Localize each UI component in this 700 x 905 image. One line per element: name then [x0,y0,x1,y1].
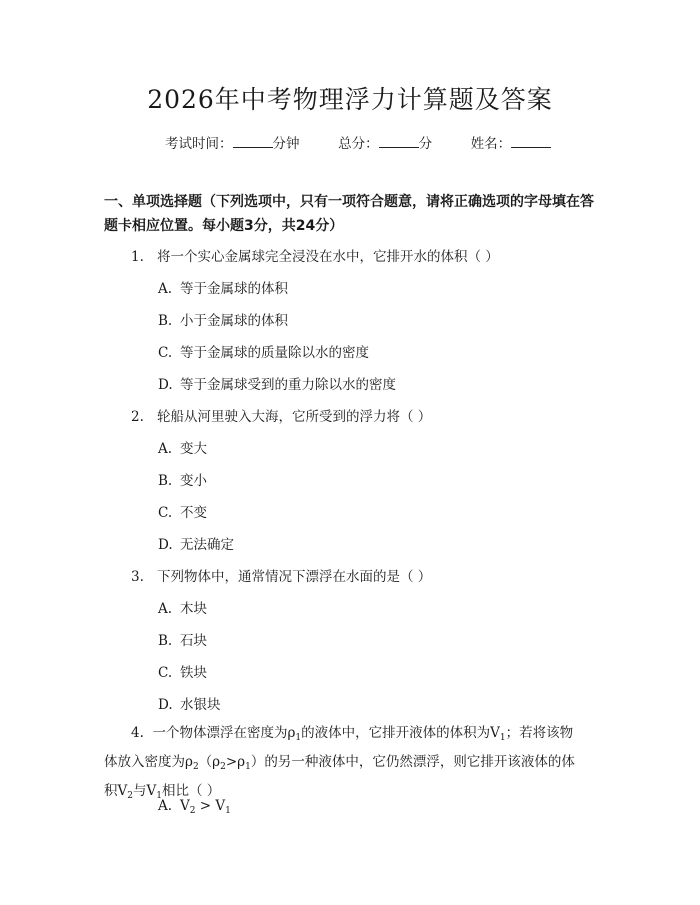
option-1c [158,341,369,361]
subscript: 1 [295,733,302,743]
page-title: 2026年中考物理浮力计算题及答案 [147,85,553,114]
question-text: 相比（ ） [161,783,221,799]
question-text: 将一个实心金属球完全浸没在水中，它排开水的体积（ ） [157,249,499,265]
time-blank [233,135,273,148]
option-letter: C. [158,345,173,361]
option-2a [158,437,207,457]
option-3c [158,661,207,681]
subscript: 2 [127,791,133,801]
option-text: 变小 [180,473,207,489]
question-number: 4. [131,725,144,741]
name-blank [511,135,551,148]
option-3d [158,693,221,713]
option-1b [158,309,288,329]
subscript: 1 [499,733,506,743]
question-text: 下列物体中，通常情况下漂浮在水面的是（ ） [157,569,432,585]
option-letter: D. [158,697,173,713]
option-text: 小于金属球的体积 [180,313,288,329]
time-label: 考试时间： [165,136,233,152]
subscript: 1 [225,806,231,816]
option-3a [158,597,207,617]
option-text: 等于金属球的体积 [180,281,288,297]
score-label: 总分： [338,136,379,152]
option-letter: B. [158,473,173,489]
score-unit: 分 [418,136,433,152]
exam-meta [165,132,551,152]
option-letter: B. [158,313,173,329]
question-text: 与V [132,783,157,799]
option-text: 等于金属球的质量除以水的密度 [180,345,369,361]
question-4-line-1 [104,721,604,750]
option-letter: C. [158,665,173,681]
option-letter: C. [158,505,173,521]
question-2 [131,405,431,425]
option-3b [158,629,207,649]
option-2b [158,469,207,489]
option-text: 铁块 [180,665,207,681]
option-letter: A. [158,798,173,814]
question-text: 轮船从河里驶入大海，它所受到的浮力将（ ） [157,409,432,425]
question-text: 一个物体漂浮在密度为ρ [152,725,296,741]
subscript: 2 [192,762,199,772]
option-letter: A. [158,281,173,297]
subscript: 2 [220,762,226,772]
option-text: 无法确定 [180,537,234,553]
question-number: 2. [131,409,144,425]
option-1a [158,277,288,297]
option-text: 变大 [180,441,207,457]
section-heading: 一、单项选择题（下列选项中，只有一项符合题意，请将正确选项的字母填在答题卡相应位置。每小题3分，共24分） [104,194,594,234]
option-text: > V [195,798,226,814]
question-text: 积V [104,783,128,799]
question-text: （ρ [198,754,221,770]
question-text: 体放入密度为ρ [104,754,193,770]
name-label: 姓名： [470,136,512,152]
question-4-line-2 [104,750,604,779]
score-blank [379,135,419,148]
option-1d [158,373,396,393]
option-letter: A. [158,441,173,457]
question-1 [131,245,499,265]
option-letter: D. [158,377,173,393]
subscript: 1 [156,791,162,801]
option-2c [158,501,207,521]
question-4 [104,721,604,808]
time-unit: 分钟 [272,136,300,152]
option-text: 石块 [180,633,207,649]
option-text: 水银块 [180,697,221,713]
option-4a [158,798,231,816]
option-letter: D. [158,537,173,553]
option-text: 不变 [180,505,207,521]
question-number: 1. [131,249,144,265]
option-letter: A. [158,601,173,617]
option-text: V [180,798,190,814]
option-2d [158,533,234,553]
option-text: 木块 [180,601,207,617]
subscript: 1 [245,762,251,772]
question-text: ；若将该物 [505,725,574,741]
question-text: ）的另一种液体中，它仍然漂浮，则它排开该液体的体 [250,754,575,770]
option-text: 等于金属球受到的重力除以水的密度 [180,377,396,393]
question-text: >ρ [225,754,246,770]
option-letter: B. [158,633,173,649]
question-number: 3. [131,569,144,585]
question-3 [131,565,431,585]
subscript: 2 [189,806,196,816]
question-text: 的液体中，它排开液体的体积为V [301,725,500,741]
